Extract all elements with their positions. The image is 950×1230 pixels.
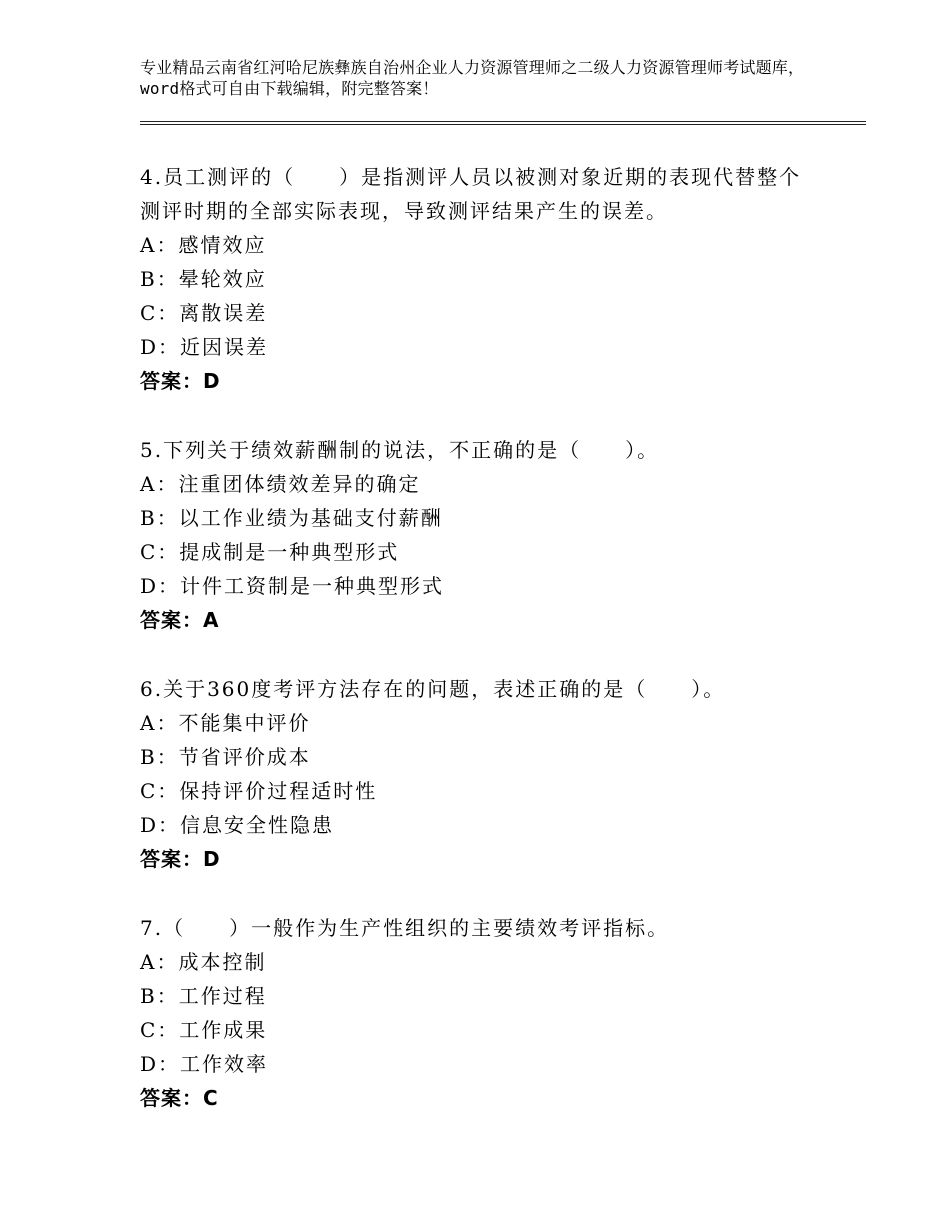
question-stem: 6.关于360度考评方法存在的问题，表述正确的是（ ）。 bbox=[140, 677, 726, 701]
option-b: B：以工作业绩为基础支付薪酬 bbox=[140, 506, 443, 530]
option-d: D：信息安全性隐患 bbox=[140, 813, 335, 837]
option-b: B：节省评价成本 bbox=[140, 745, 311, 769]
question-stem: 7.（ ）一般作为生产性组织的主要绩效考评指标。 bbox=[140, 916, 670, 940]
option-b: B：晕轮效应 bbox=[140, 267, 267, 291]
option-c: C：提成制是一种典型形式 bbox=[140, 540, 400, 564]
option-d: D：近因误差 bbox=[140, 335, 269, 359]
question-stem: 4.员工测评的（ ）是指测评人员以被测对象近期的表现代替整个测评时期的全部实际表现，导致测评结果产生的误差。 bbox=[140, 165, 802, 223]
option-a: A：注重团体绩效差异的确定 bbox=[140, 472, 421, 496]
option-a: A：成本控制 bbox=[140, 950, 267, 974]
option-a: A：感情效应 bbox=[140, 233, 267, 257]
question-stem: 5.下列关于绩效薪酬制的说法，不正确的是（ ）。 bbox=[140, 438, 660, 462]
answer-line: 答案：C bbox=[140, 1086, 219, 1110]
option-d: D：工作效率 bbox=[140, 1052, 269, 1076]
question-block bbox=[140, 672, 820, 876]
question-block bbox=[140, 911, 820, 1115]
option-d: D：计件工资制是一种典型形式 bbox=[140, 574, 445, 598]
document-header-title: 专业精品云南省红河哈尼族彝族自治州企业人力资源管理师之二级人力资源管理师考试题库，word格式可自由下载编辑，附完整答案！ bbox=[140, 58, 805, 98]
question-block bbox=[140, 433, 820, 637]
option-a: A：不能集中评价 bbox=[140, 711, 311, 735]
answer-line: 答案：D bbox=[140, 369, 221, 393]
option-c: C：保持评价过程适时性 bbox=[140, 779, 378, 803]
answer-line: 答案：D bbox=[140, 847, 221, 871]
answer-line: 答案：A bbox=[140, 608, 220, 632]
option-c: C：离散误差 bbox=[140, 301, 268, 325]
option-c: C：工作成果 bbox=[140, 1018, 268, 1042]
option-b: B：工作过程 bbox=[140, 984, 267, 1008]
question-block bbox=[140, 160, 820, 398]
header-divider bbox=[140, 121, 866, 125]
